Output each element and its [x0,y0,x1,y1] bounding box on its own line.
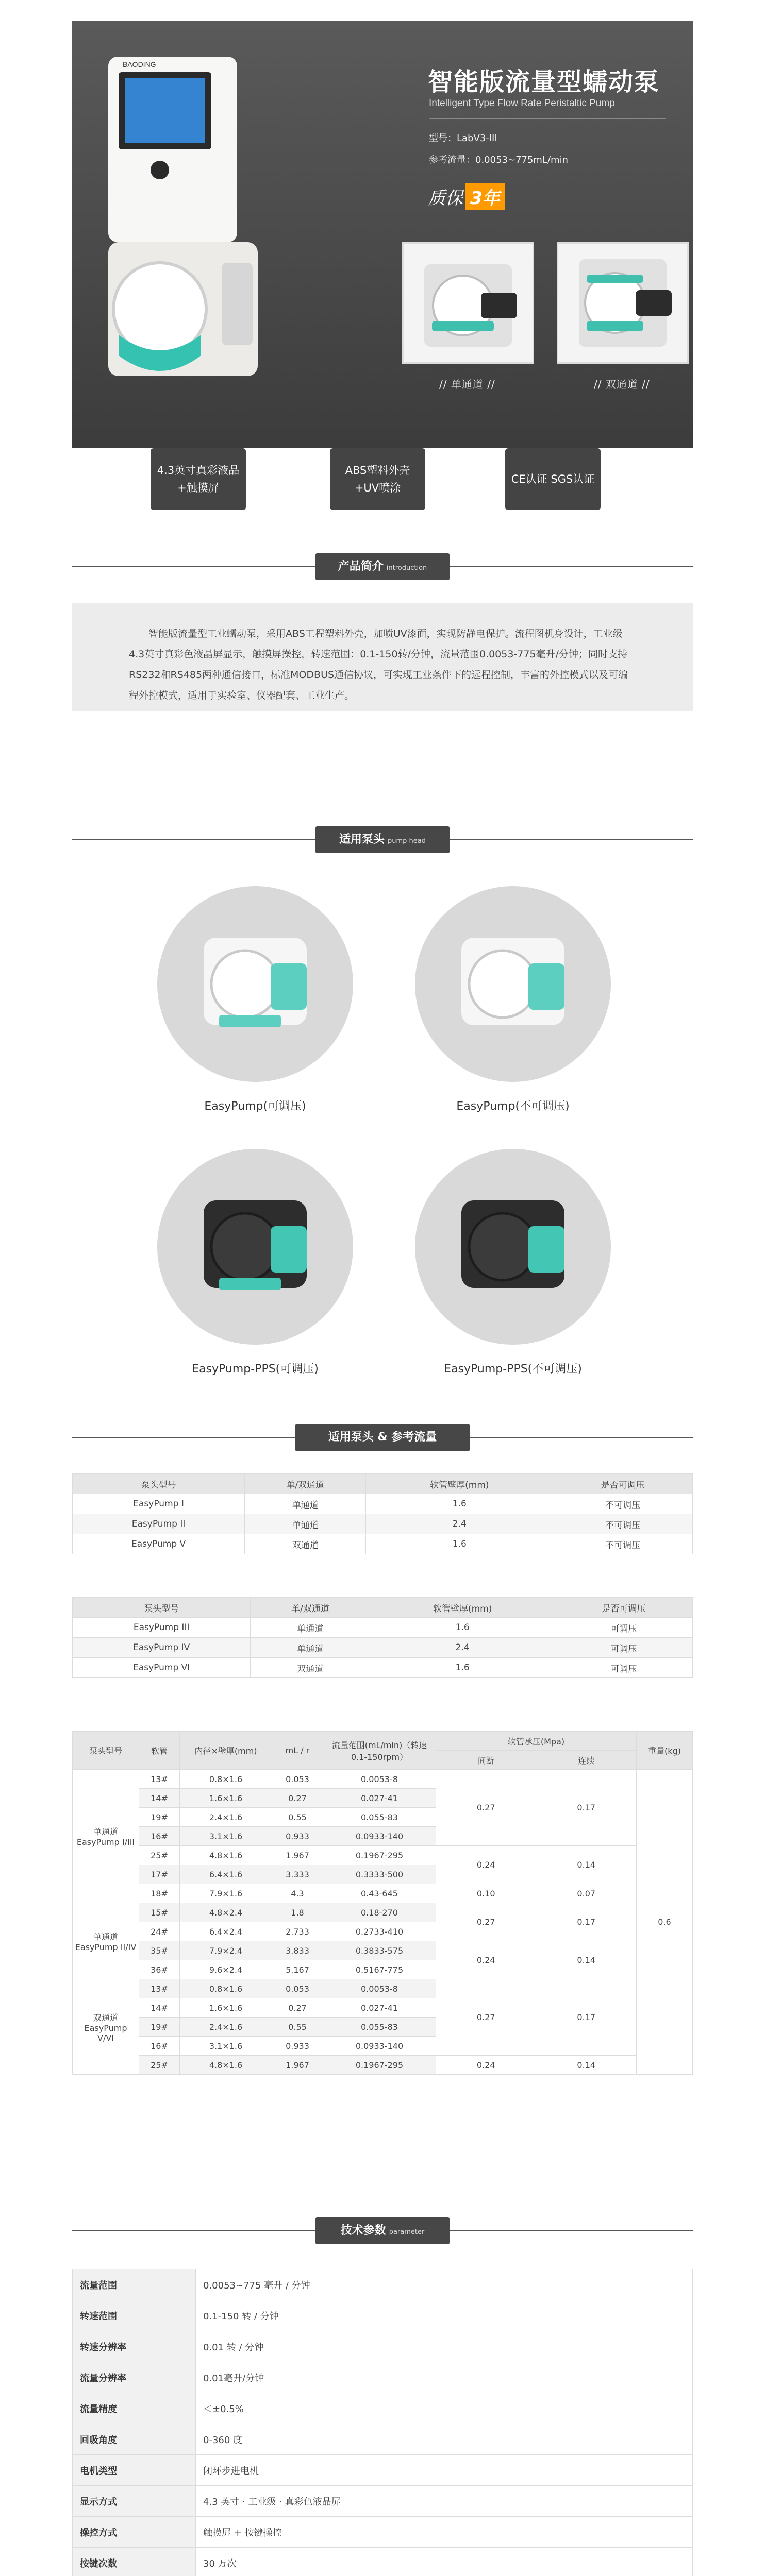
spec-table [72,2269,693,2576]
feature-shell: ABS塑料外壳+UV喷涂 [330,448,425,510]
table-row: 19# 2.4×1.6 0.55 0.055-83 [73,2018,693,2037]
table-row: 双通道 EasyPump V/VI 13# 0.8×1.6 0.053 0.0053-8 0.27 0.17 [73,1979,693,1998]
warranty-years: 3年 [465,183,505,210]
table-row: 17# 6.4×1.6 3.333 0.3333-500 [73,1865,693,1884]
pump-product-image [88,46,263,417]
dual-channel-image [558,244,687,362]
hero-model: 型号：LabV3-III [429,133,497,144]
section-tag-params: 技术参数 parameter [315,2217,450,2244]
section-tag-pumphead: 适用泵头 pump head [315,826,450,853]
spec-row [73,2486,693,2517]
pumphead-image-4 [415,1149,611,1345]
pumphead-image-1 [157,886,353,1082]
spec-key: 流量精度 [73,2393,196,2424]
spec-value: ＜±0.5% [196,2393,693,2424]
spec-row [73,2548,693,2576]
table-row: 16# 3.1×1.6 0.933 0.0933-140 [73,1827,693,1846]
spec-key: 转速范围 [73,2300,196,2331]
spec-row [73,2331,693,2362]
feature-badges [0,428,765,531]
spec-row [73,2393,693,2424]
table-adjustable: 泵头型号 单/双通道 软管壁厚(mm) 是否可调压 EasyPump III 单通道 1.6 可调压 EasyPump IV 单通道 2.4 可调压 EasyPump VI 双通道 1.6 可调压 [72,1597,693,1678]
section-header-params [0,2215,765,2246]
table-row: 14# 1.6×1.6 0.27 0.027-41 [73,1789,693,1808]
section-tag-tables: 适用泵头 & 参考流量 [295,1424,470,1451]
spec-key: 电机类型 [73,2455,196,2486]
caption-dual-channel: // 双通道 // [594,378,650,391]
table-row: 单通道 EasyPump II/IV 15# 4.8×2.4 1.8 0.18-270 0.27 0.17 [73,1903,693,1922]
table-row: 35# 7.9×2.4 3.833 0.3833-575 0.24 0.14 [73,1941,693,1960]
warranty-badge [428,183,505,210]
table-row: 单通道 EasyPump I/III 13# 0.8×1.6 0.053 0.0053-8 0.27 0.17 0.6 [73,1770,693,1789]
table-row: 18# 7.9×1.6 4.3 0.43-645 0.10 0.07 [73,1884,693,1903]
spec-key: 显示方式 [73,2486,196,2517]
thumb-dual-channel [557,242,689,364]
spec-row [73,2269,693,2300]
spec-row [73,2424,693,2455]
spec-value: 0.0053~775 毫升 / 分钟 [196,2269,693,2300]
spec-value: 4.3 英寸 · 工业级 · 真彩色液晶屏 [196,2486,693,2517]
pumphead-caption-1: EasyPump(可调压) [204,1100,306,1113]
spec-value: 闭环步进电机 [196,2455,693,2486]
spec-row [73,2362,693,2393]
hero-divider [429,118,666,119]
spec-key: 按键次数 [73,2548,196,2576]
hero-title: 智能版流量型蠕动泵 [428,67,660,96]
pump-screen-display [125,78,205,143]
hero-subtitle: Intelligent Type Flow Rate Peristaltic Pump [429,98,615,109]
pump-side-panel [222,263,253,345]
table-row: EasyPump VI 双通道 1.6 可调压 [73,1658,693,1678]
table-row: EasyPump III 单通道 1.6 可调压 [73,1618,693,1638]
spec-key: 转速分辨率 [73,2331,196,2362]
table-row: 25# 4.8×1.6 1.967 0.1967-295 0.24 0.14 [73,1846,693,1865]
pump-brand-logo: BAODING [123,60,156,69]
table-row: 16# 3.1×1.6 0.933 0.0933-140 [73,2037,693,2056]
table-row: EasyPump IV 单通道 2.4 可调压 [73,1638,693,1658]
spec-value: 0.01 转 / 分钟 [196,2331,693,2362]
spec-row [73,2300,693,2331]
pumphead-image-3 [157,1149,353,1345]
intro-text: 智能版流量型工业蠕动泵，采用ABS工程塑料外壳，加喷UV漆面，实现防静电保护。流程图机身设计，工业级4.3英寸真彩色液晶屏显示，触摸屏操控，转速范围：0.1-150转/分钟，流量范围0.0053-775毫升/分钟；同时支持RS232和RS485两种通信接口，标准MODBUS通信协议，可实现工业条件下的远程控制，丰富的外控模式以及可编程外控模式，适用于实验室、仪器配套、工业生产。 [129,628,628,701]
spec-key: 回吸角度 [73,2424,196,2455]
caption-single-channel: // 单通道 // [439,378,495,391]
spec-key: 流量分辨率 [73,2362,196,2393]
table-row: 14# 1.6×1.6 0.27 0.027-41 [73,1998,693,2018]
hero-flow: 参考流量：0.0053~775mL/min [429,155,568,165]
pumphead-caption-4: EasyPump-PPS(不可调压) [444,1363,582,1376]
feature-certification: CE认证 SGS认证 [505,448,601,510]
warranty-label: 质保 [428,188,463,209]
spec-value: 0.01毫升/分钟 [196,2362,693,2393]
spec-value: 30 万次 [196,2548,693,2576]
pumphead-image-2 [415,886,611,1082]
spec-key: 操控方式 [73,2517,196,2548]
single-channel-image [404,244,533,362]
table-row: 24# 6.4×2.4 2.733 0.2733-410 [73,1922,693,1941]
spec-key: 流量范围 [73,2269,196,2300]
table-row: 25# 4.8×1.6 1.967 0.1967-295 0.24 0.14 [73,2056,693,2075]
section-header-intro [0,551,765,582]
spec-value: 0-360 度 [196,2424,693,2455]
pump-knob [151,161,169,179]
section-header-pumphead [0,824,765,855]
hero-banner [72,21,693,448]
section-tag-intro: 产品简介 introduction [315,553,450,580]
spec-row [73,2517,693,2548]
intro-box [72,603,693,711]
pumphead-caption-2: EasyPump(不可调压) [456,1100,570,1113]
table-row: EasyPump II 单通道 2.4 不可调压 [73,1514,693,1534]
pumphead-caption-3: EasyPump-PPS(可调压) [192,1363,319,1376]
section-header-tables [0,1422,765,1453]
spec-value: 触摸屏 + 按键操控 [196,2517,693,2548]
feature-screen: 4.3英寸真彩液晶+触摸屏 [151,448,246,510]
spec-row [73,2455,693,2486]
table-flow-range: 泵头型号 软管 内径×壁厚(mm) mL / r 流量范围(mL/min)（转速0.1-150rpm） 软管承压(Mpa) 重量(kg) 间断 连续 单通道 EasyPump I/III 13# 0.8×1.6 0.053 0.0053-8 0.27 0.17 0.6 14# 1.6×1.6 0.27 0.027-41 19# 2.4×1.6 0.55 0.055-83 16# 3.1×1.6 0.933 0.0933-140 25# 4.8×1.6 1.967 0.1967-295 0.24 0.14 17# 6.4×1.6 3.333 0.3333-500 18# 7.9×1.6 4.3 0.43-645 0.10 0.07 单通道 EasyPump II/IV 15# 4.8×2.4 1.8 0.18-270 0.27 0.17 24# 6.4×2.4 2.733 0.2733-410 35# 7.9×2.4 3.833 0.3833-575 0.24 0.14 36# 9.6×2.4 5.167 0.5167-775 双通道 EasyPump V/VI 13# 0.8×1.6 0.053 0.0053-8 0.27 0.17 14# 1.6×1.6 0.27 0.027-41 19# 2.4×1.6 0.55 0.055-83 16# 3.1×1.6 0.933 0.0933-140 25# 4.8×1.6 1.967 0.1967-295 0.24 0.14 [72,1731,693,2075]
table-row: 19# 2.4×1.6 0.55 0.055-83 [73,1808,693,1827]
spec-value: 0.1-150 转 / 分钟 [196,2300,693,2331]
thumb-single-channel [402,242,534,364]
table-row: EasyPump V 双通道 1.6 不可调压 [73,1534,693,1554]
table-row: 36# 9.6×2.4 5.167 0.5167-775 [73,1960,693,1979]
table-row: EasyPump I 单通道 1.6 不可调压 [73,1494,693,1514]
table-nonadjustable: 泵头型号 单/双通道 软管壁厚(mm) 是否可调压 EasyPump I 单通道 1.6 不可调压 EasyPump II 单通道 2.4 不可调压 EasyPump V 双通道 1.6 不可调压 [72,1473,693,1554]
